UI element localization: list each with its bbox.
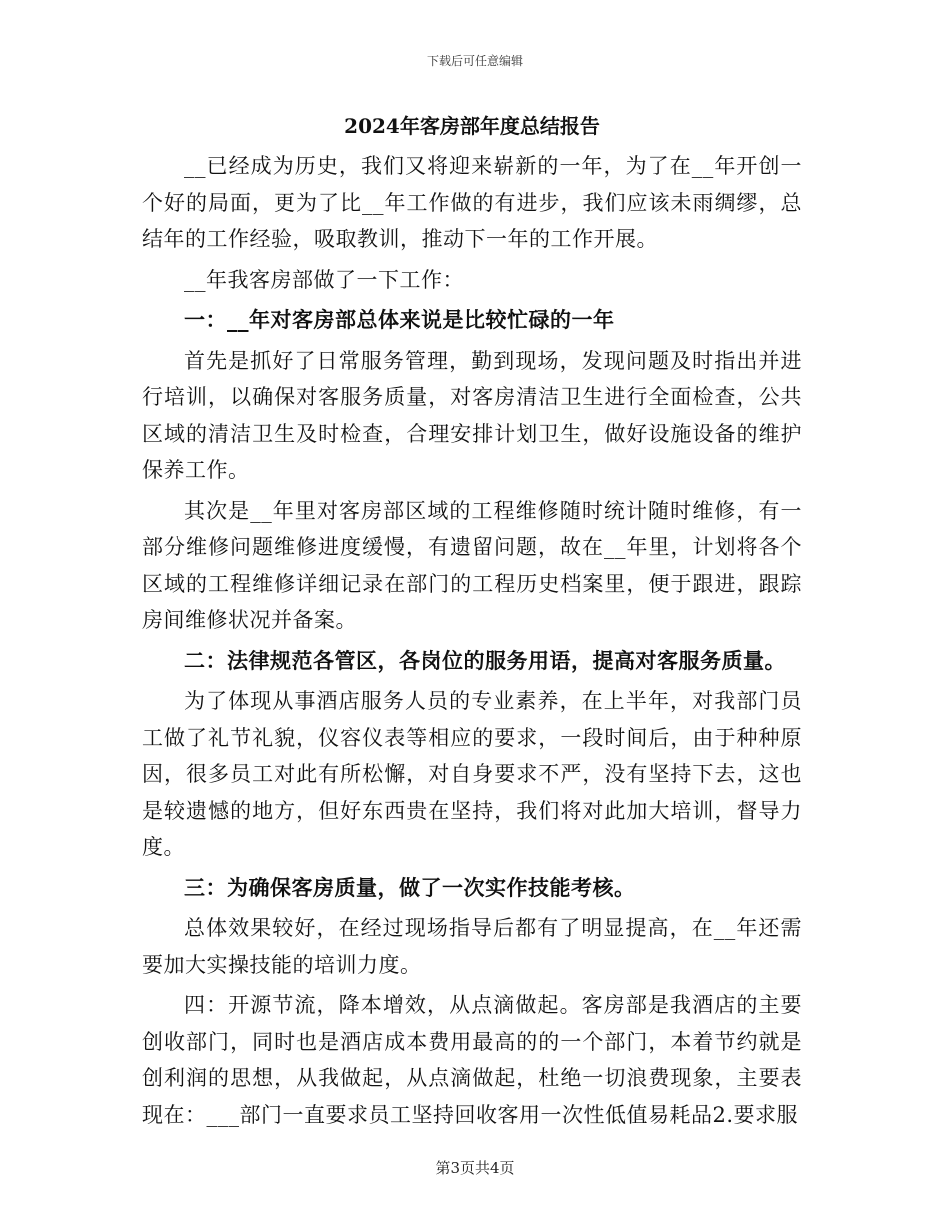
section-heading-1: 一：__年对客房部总体来说是比较忙碌的一年 [184, 307, 615, 332]
document-title: 2024年客房部年度总结报告 [344, 114, 600, 138]
paragraph-work-list-lead: __年我客房部做了一下工作： [184, 267, 464, 292]
page-number: 第3页共4页 [435, 1159, 515, 1177]
section-heading-2: 二：法律规范各管区，各岗位的服务用语，提高对客服务质量。 [184, 647, 786, 673]
section-heading-3: 三：为确保客房质量，做了一次实作技能考核。 [184, 874, 636, 900]
paragraph-etiquette: 为了体现从事酒店服务人员的专业素养，在上半年，对我部门员工做了礼节礼貌，仪容仪表等相应的要求，一段时间后，由于种种原因，很多员工对此有所松懈，对自身要求不严，没有坚持下去，这也是较遗憾的地方，但好东西贵在坚持，我们将对此加大培训，督导力度。 [142, 689, 802, 859]
paragraph-intro: __已经成为历史，我们又将迎来崭新的一年，为了在__年开创一个好的局面，更为了比__年工作做的有进步，我们应该未雨绸缪，总结年的工作经验，吸取教训，推动下一年的工作开展。 [142, 154, 802, 251]
paragraph-maintenance: 其次是__年里对客房部区域的工程维修随时统计随时维修，有一部分维修问题维修进度缓慢，有遗留问题，故在__年里，计划将各个区域的工程维修详细记录在部门的工程历史档案里，便于跟进，跟踪房间维修状况并备案。 [142, 498, 802, 632]
document-body [142, 110, 802, 1133]
paragraph-daily-management: 首先是抓好了日常服务管理，勤到现场，发现问题及时指出并进行培训，以确保对客服务质量，对客房清洁卫生进行全面检查，公共区域的清洁卫生及时检查，合理安排计划卫生，做好设施设备的维护保养工作。 [142, 348, 802, 482]
paragraph-cost-saving: 四：开源节流，降本增效，从点滴做起。客房部是我酒店的主要创收部门，同时也是酒店成本费用最高的的一个部门，本着节约就是创利润的思想，从我做起，从点滴做起，杜绝一切浪费现象，主要表现在：___部门一直要求员工坚持回收客用一次性低值易耗品2.要求服 [142, 993, 802, 1127]
header-note: 下载后可任意编辑 [426, 54, 523, 68]
paragraph-skills-assessment: 总体效果较好，在经过现场指导后都有了明显提高，在__年还需要加大实操技能的培训力度。 [142, 916, 802, 977]
